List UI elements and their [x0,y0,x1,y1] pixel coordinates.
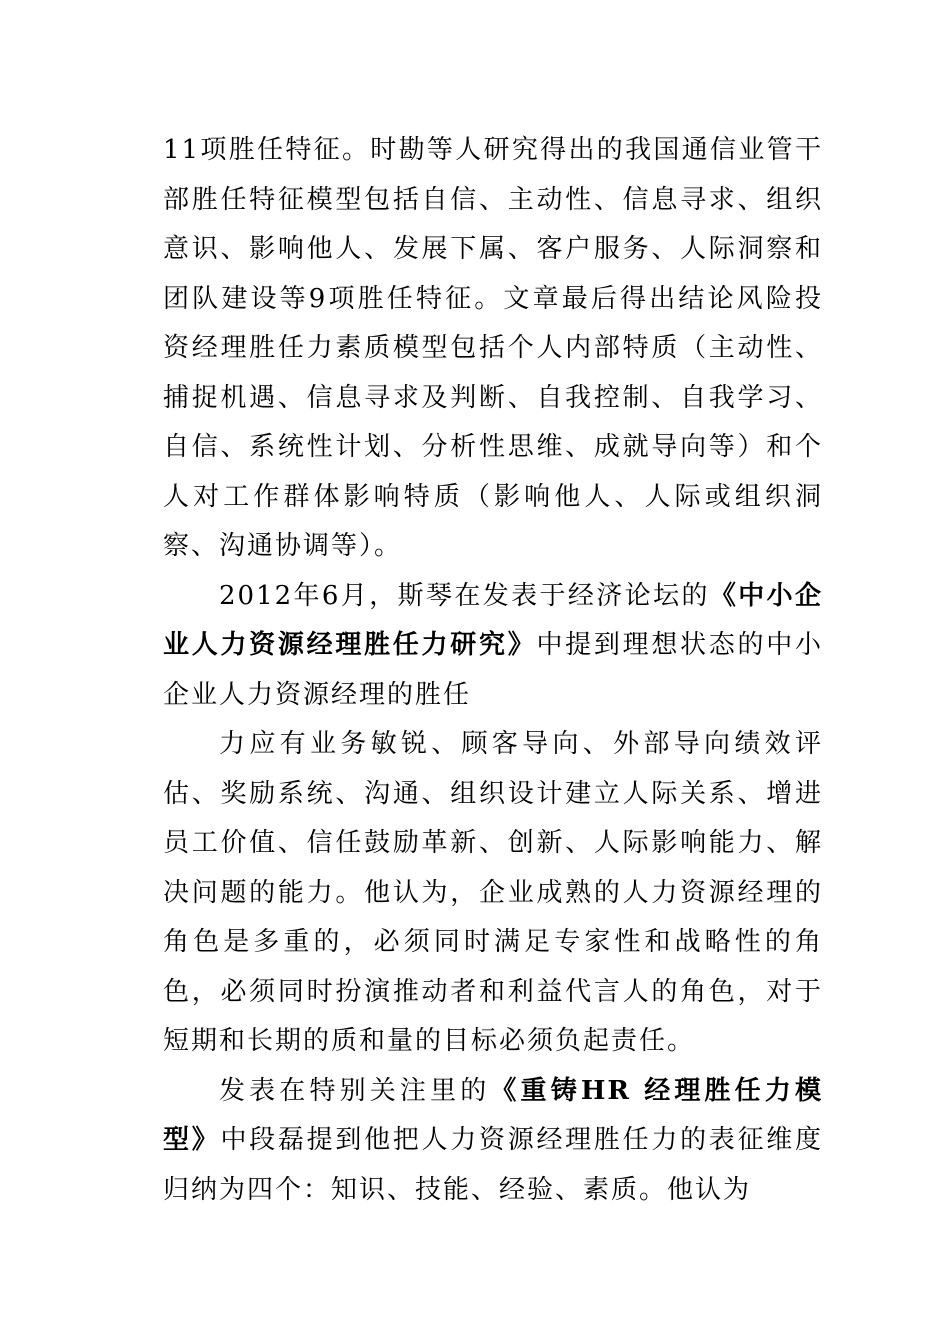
paragraph-3-text: 力应有业务敏锐、顾客导向、外部导向绩效评估、奖励系统、沟通、组织设计建立人际关系、增进员工价值、信任鼓励革新、创新、人际影响能力、解决问题的能力。他认为，企业成熟的人力资源经理的角色是多重的，必须同时满足专家性和战略性的角色，必须同时扮演推动者和利益代言人的角色，对于短期和长期的质和量的目标必须负起责任。 [163,729,823,1056]
paragraph-2 [163,572,823,721]
paragraph-2-text-a: 2012年6月，斯琴在发表于经济论坛的 [219,580,710,611]
paragraph-4-text-a: 发表在特别关注里的 [219,1075,491,1106]
paragraph-4-text-b: 中段磊提到他把人力资源经理胜任力的表征维度归纳为四个：知识、技能、经验、素质。他认为 [163,1125,823,1205]
paragraph-3 [163,720,823,1067]
paragraph-2-text-b: 中提到理想状态的中小企业人力资源经理的胜任 [163,630,823,710]
paragraph-4-article-title: 《重铸HR 经理胜任力模型》 [163,1075,823,1155]
body-text [163,126,823,1215]
paragraph-1 [163,126,823,572]
paragraph-2-article-title: 《中小企业人力资源经理胜任力研究》 [163,580,823,660]
paragraph-1-text: 11项胜任特征。时勘等人研究得出的我国通信业管干部胜任特征模型包括自信、主动性、信息寻求、组织意识、影响他人、发展下属、客户服务、人际洞察和团队建设等9项胜任特征。文章最后得出结论风险投资经理胜任力素质模型包括个人内部特质（主动性、捕捉机遇、信息寻求及判断、自我控制、自我学习、自信、系统性计划、分析性思维、成就导向等）和个人对工作群体影响特质（影响他人、人际或组织洞察、沟通协调等）。 [163,135,823,561]
paragraph-4 [163,1067,823,1216]
